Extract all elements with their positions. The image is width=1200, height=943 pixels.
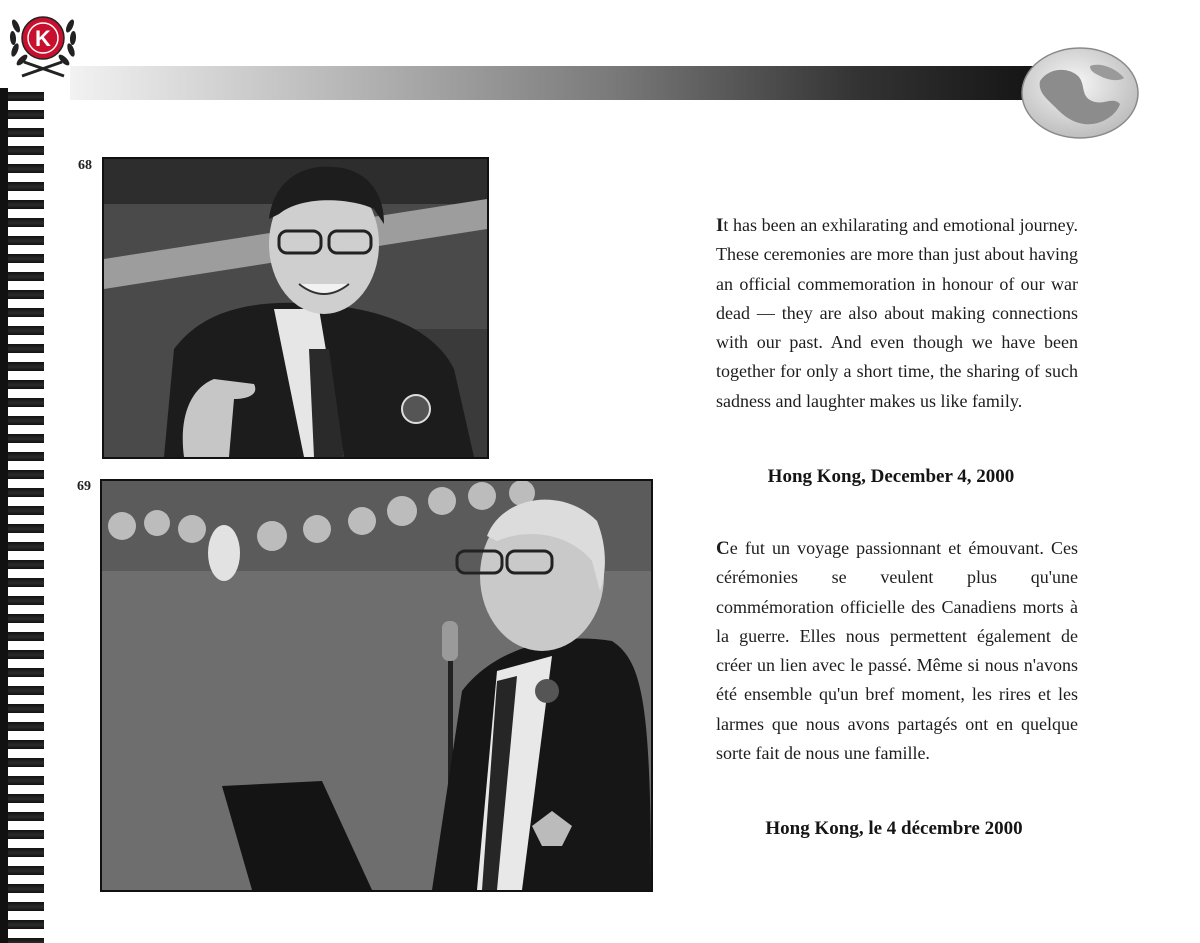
photo-man-pointing-image bbox=[104, 159, 487, 457]
header-gradient-band bbox=[70, 66, 1055, 100]
laurel-logo-icon bbox=[6, 4, 80, 84]
spiral-binding bbox=[0, 88, 44, 943]
english-place-date: Hong Kong, December 4, 2000 bbox=[767, 466, 1015, 487]
photo-69 bbox=[100, 479, 653, 892]
french-first-letter: C bbox=[716, 538, 730, 559]
english-paragraph bbox=[716, 211, 1078, 416]
photo-number-69: 69 bbox=[77, 479, 91, 494]
photo-68 bbox=[102, 157, 489, 459]
logo-initial: K bbox=[35, 26, 51, 51]
french-place-date: Hong Kong, le 4 décembre 2000 bbox=[765, 818, 1023, 839]
french-text-block bbox=[716, 534, 1078, 768]
english-first-letter: I bbox=[716, 215, 724, 236]
french-body: e fut un voyage passionnant et émouvant. Ces cérémonies se veulent plus qu'une commémoration officielle des Canadiens morts à la guerre. Elles nous permettent également de créer un lien avec le passé. Même si nous n'avons été ensemble qu'un bref moment, les rires et les larmes que nous avons partagés ont en quelque sorte fait de nous une famille. bbox=[716, 538, 1078, 764]
globe-icon bbox=[1020, 46, 1140, 141]
photo-speaker-microphone-image bbox=[102, 481, 651, 890]
photo-number-68: 68 bbox=[78, 158, 92, 173]
french-paragraph bbox=[716, 534, 1078, 768]
english-text-block bbox=[716, 211, 1078, 416]
logo-badge bbox=[6, 4, 80, 84]
english-body: t has been an exhilarating and emotional journey. These ceremonies are more than just about having an official commemoration in honour of our war dead — they are also about making connections with our past. And even though we have been together for only a short time, the sharing of such sadness and laughter makes us like family. bbox=[716, 215, 1078, 411]
